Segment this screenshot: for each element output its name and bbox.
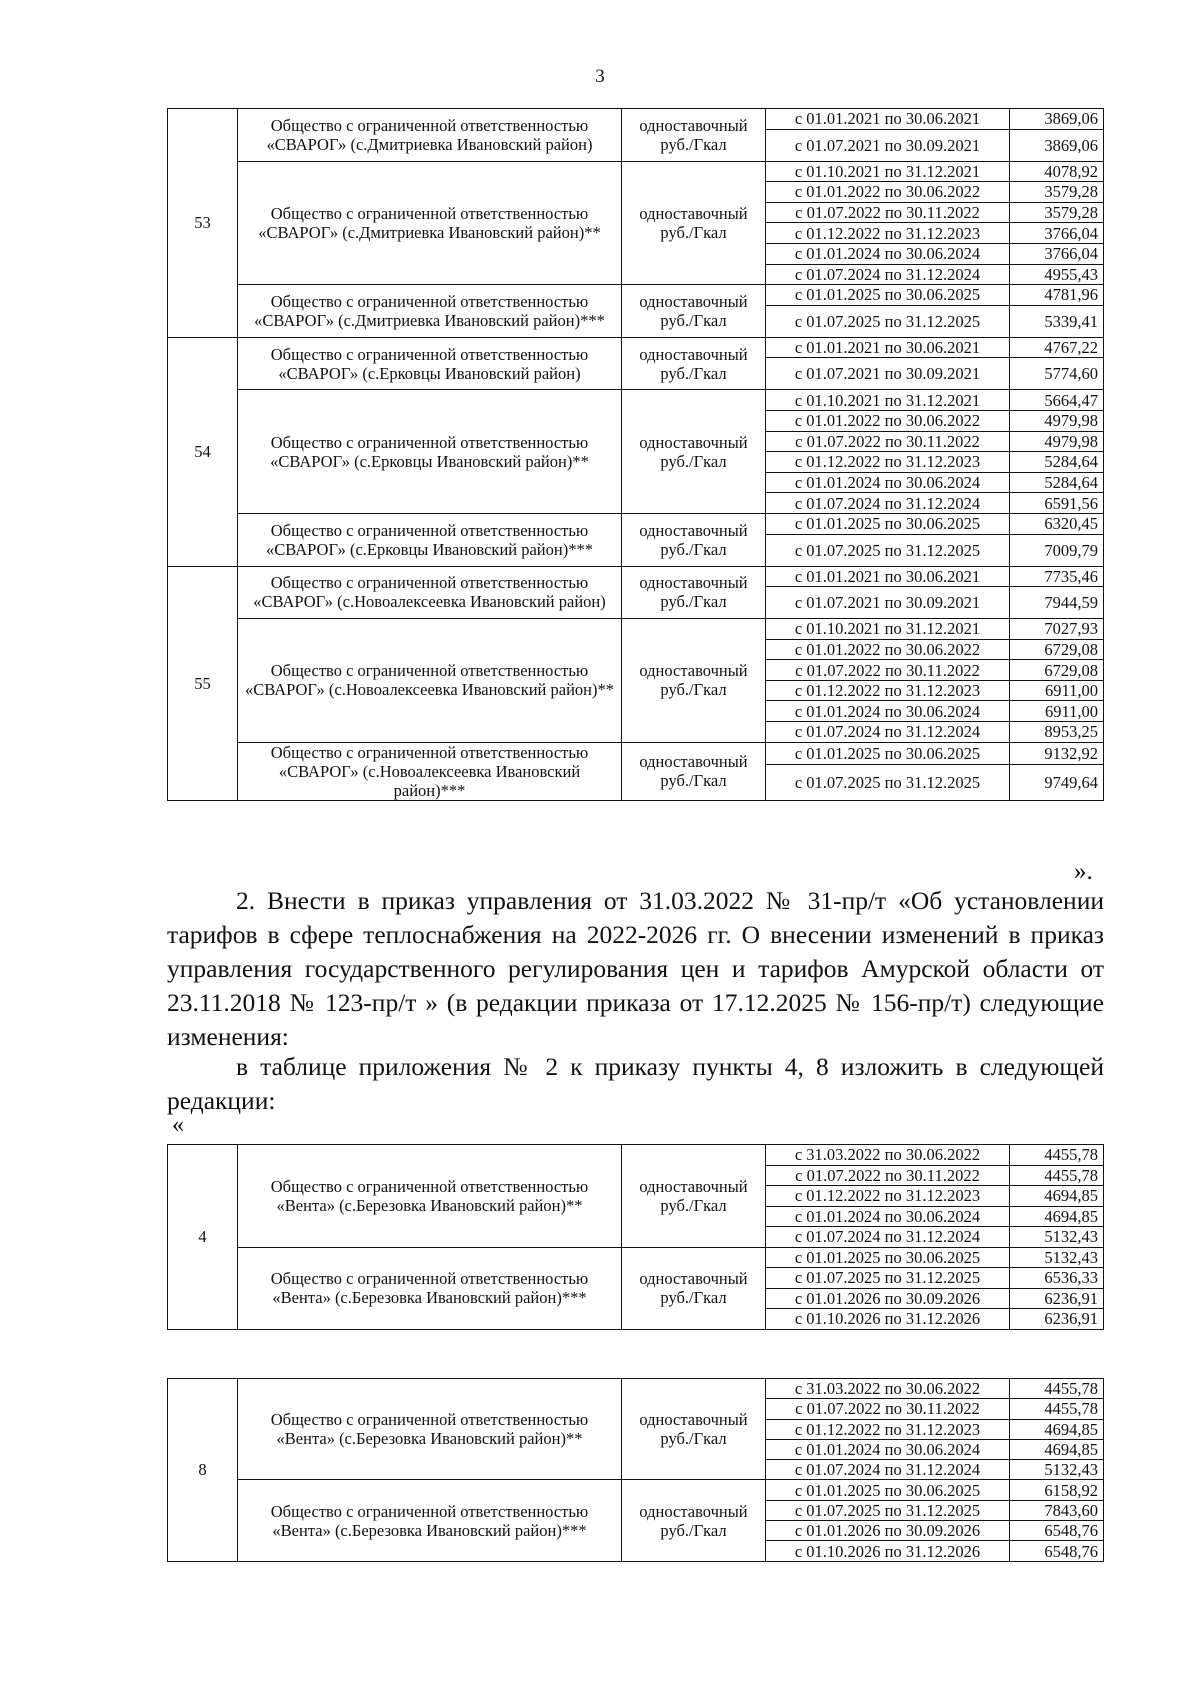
tariff-period: с 01.10.2021 по 31.12.2021 bbox=[766, 161, 1010, 182]
tariff-value: 4767,22 bbox=[1010, 337, 1104, 358]
tariff-value: 6158,92 bbox=[1010, 1480, 1104, 1500]
tariff-period: с 01.12.2022 по 31.12.2023 bbox=[766, 680, 1010, 701]
tariff-period: с 01.07.2025 по 31.12.2025 bbox=[766, 534, 1010, 566]
tariff-period: с 01.01.2026 по 30.09.2026 bbox=[766, 1521, 1010, 1541]
tariff-period: с 01.12.2022 по 31.12.2023 bbox=[766, 452, 1010, 473]
table-row bbox=[168, 742, 1104, 765]
table-row bbox=[168, 1379, 1104, 1399]
item-number: 8 bbox=[168, 1379, 238, 1562]
table-row bbox=[168, 109, 1104, 130]
tariff-value: 4694,85 bbox=[1010, 1419, 1104, 1439]
tariff-value: 6591,56 bbox=[1010, 493, 1104, 514]
tariff-value: 4694,85 bbox=[1010, 1206, 1104, 1227]
tariff-unit: одноставочный руб./Гкал bbox=[622, 513, 766, 566]
table-row bbox=[168, 1247, 1104, 1268]
table-row bbox=[168, 337, 1104, 358]
tariff-value: 8953,25 bbox=[1010, 722, 1104, 743]
closing-quote: ». bbox=[1074, 858, 1093, 885]
tariff-value: 4955,43 bbox=[1010, 264, 1104, 285]
organization-name: Общество с ограниченной ответственностью «СВАРОГ» (с.Новоалексеевка Ивановский район)** bbox=[238, 619, 622, 743]
organization-name: Общество с ограниченной ответственностью «СВАРОГ» (с.Ерковцы Ивановский район) bbox=[238, 337, 622, 390]
tariff-period: с 01.10.2026 по 31.12.2026 bbox=[766, 1309, 1010, 1330]
tariff-period: с 01.07.2024 по 31.12.2024 bbox=[766, 1460, 1010, 1480]
organization-name: Общество с ограниченной ответственностью «СВАРОГ» (с.Ерковцы Ивановский район)** bbox=[238, 390, 622, 514]
table-row bbox=[168, 619, 1104, 640]
table-row bbox=[168, 566, 1104, 587]
tariff-value: 3766,04 bbox=[1010, 223, 1104, 244]
tariff-value: 6548,76 bbox=[1010, 1521, 1104, 1541]
tariff-value: 3869,06 bbox=[1010, 129, 1104, 161]
tariff-unit: одноставочный руб./Гкал bbox=[622, 742, 766, 800]
tariff-value: 6911,00 bbox=[1010, 680, 1104, 701]
organization-name: Общество с ограниченной ответственностью «Вента» (с.Березовка Ивановский район)*** bbox=[238, 1247, 622, 1329]
organization-name: Общество с ограниченной ответственностью «СВАРОГ» (с.Дмитриевка Ивановский район)*** bbox=[238, 285, 622, 338]
tariff-value: 4979,98 bbox=[1010, 410, 1104, 431]
paragraph-amendment: 2. Внести в приказ управления от 31.03.2022 № 31-пр/т «Об установлении тарифов в сфере теплоснабжения на 2022-2026 гг. О внесении изменений в приказ управления государственного регулирования цен и тарифов Амурской области от 23.11.2018 № 123-пр/т » (в редакции приказа от 17.12.2025 № 156-пр/т) следующие изменения: bbox=[167, 886, 1104, 1051]
table-row bbox=[168, 1145, 1104, 1166]
tariff-period: с 01.01.2022 по 30.06.2022 bbox=[766, 639, 1010, 660]
tariff-table-3 bbox=[167, 1378, 1104, 1562]
tariff-value: 3869,06 bbox=[1010, 109, 1104, 130]
tariff-value: 5132,43 bbox=[1010, 1227, 1104, 1248]
opening-quote: « bbox=[172, 1112, 184, 1138]
tariff-unit: одноставочный руб./Гкал bbox=[622, 1247, 766, 1329]
tariff-unit: одноставочный руб./Гкал bbox=[622, 161, 766, 285]
tariff-value: 6536,33 bbox=[1010, 1268, 1104, 1289]
tariff-value: 6320,45 bbox=[1010, 513, 1104, 534]
tariff-value: 4455,78 bbox=[1010, 1399, 1104, 1419]
tariff-unit: одноставочный руб./Гкал bbox=[622, 566, 766, 619]
tariff-period: с 01.07.2025 по 31.12.2025 bbox=[766, 305, 1010, 337]
tariff-value: 5284,64 bbox=[1010, 472, 1104, 493]
tariff-period: с 01.07.2025 по 31.12.2025 bbox=[766, 1268, 1010, 1289]
tariff-value: 3579,28 bbox=[1010, 202, 1104, 223]
tariff-value: 9132,92 bbox=[1010, 742, 1104, 765]
paragraph-table-instruction: в таблице приложения № 2 к приказу пункты 4, 8 изложить в следующей редакции: bbox=[167, 1052, 1104, 1115]
tariff-period: с 01.01.2026 по 30.09.2026 bbox=[766, 1288, 1010, 1309]
tariff-period: с 01.12.2022 по 31.12.2023 bbox=[766, 1186, 1010, 1207]
tariff-table-2 bbox=[167, 1144, 1104, 1330]
tariff-period: с 01.07.2021 по 30.09.2021 bbox=[766, 587, 1010, 619]
tariff-period: с 31.03.2022 по 30.06.2022 bbox=[766, 1379, 1010, 1399]
table-row bbox=[168, 285, 1104, 306]
organization-name: Общество с ограниченной ответственностью «СВАРОГ» (с.Новоалексеевка Ивановский район)*** bbox=[238, 742, 622, 800]
tariff-period: с 01.01.2025 по 30.06.2025 bbox=[766, 1480, 1010, 1500]
tariff-unit: одноставочный руб./Гкал bbox=[622, 1145, 766, 1248]
organization-name: Общество с ограниченной ответственностью «СВАРОГ» (с.Ерковцы Ивановский район)*** bbox=[238, 513, 622, 566]
tariff-unit: одноставочный руб./Гкал bbox=[622, 1379, 766, 1480]
tariff-unit: одноставочный руб./Гкал bbox=[622, 109, 766, 162]
tariff-period: с 01.01.2021 по 30.06.2021 bbox=[766, 337, 1010, 358]
tariff-value: 5664,47 bbox=[1010, 390, 1104, 411]
tariff-period: с 01.07.2021 по 30.09.2021 bbox=[766, 358, 1010, 390]
tariff-value: 5774,60 bbox=[1010, 358, 1104, 390]
tariff-period: с 01.07.2025 по 31.12.2025 bbox=[766, 765, 1010, 800]
tariff-period: с 01.01.2024 по 30.06.2024 bbox=[766, 472, 1010, 493]
table-row bbox=[168, 161, 1104, 182]
organization-name: Общество с ограниченной ответственностью «Вента» (с.Березовка Ивановский район)** bbox=[238, 1145, 622, 1248]
tariff-period: с 01.01.2025 по 30.06.2025 bbox=[766, 513, 1010, 534]
tariff-value: 4694,85 bbox=[1010, 1439, 1104, 1459]
tariff-value: 4078,92 bbox=[1010, 161, 1104, 182]
tariff-value: 7009,79 bbox=[1010, 534, 1104, 566]
organization-name: Общество с ограниченной ответственностью «СВАРОГ» (с.Дмитриевка Ивановский район) bbox=[238, 109, 622, 162]
tariff-period: с 01.10.2021 по 31.12.2021 bbox=[766, 619, 1010, 640]
tariff-period: с 01.07.2024 по 31.12.2024 bbox=[766, 1227, 1010, 1248]
tariff-value: 7735,46 bbox=[1010, 566, 1104, 587]
tariff-period: с 01.07.2024 по 31.12.2024 bbox=[766, 493, 1010, 514]
tariff-value: 4694,85 bbox=[1010, 1186, 1104, 1207]
tariff-period: с 01.10.2026 по 31.12.2026 bbox=[766, 1541, 1010, 1561]
tariff-value: 7944,59 bbox=[1010, 587, 1104, 619]
tariff-value: 4455,78 bbox=[1010, 1165, 1104, 1186]
tariff-value: 6911,00 bbox=[1010, 701, 1104, 722]
tariff-unit: одноставочный руб./Гкал bbox=[622, 1480, 766, 1561]
tariff-value: 3579,28 bbox=[1010, 182, 1104, 203]
tariff-value: 6236,91 bbox=[1010, 1288, 1104, 1309]
item-number: 54 bbox=[168, 337, 238, 566]
table-row bbox=[168, 390, 1104, 411]
tariff-unit: одноставочный руб./Гкал bbox=[622, 390, 766, 514]
tariff-period: с 01.01.2022 по 30.06.2022 bbox=[766, 182, 1010, 203]
tariff-value: 3766,04 bbox=[1010, 243, 1104, 264]
item-number: 55 bbox=[168, 566, 238, 800]
organization-name: Общество с ограниченной ответственностью «СВАРОГ» (с.Новоалексеевка Ивановский район) bbox=[238, 566, 622, 619]
tariff-period: с 01.07.2022 по 30.11.2022 bbox=[766, 202, 1010, 223]
organization-name: Общество с ограниченной ответственностью «Вента» (с.Березовка Ивановский район)*** bbox=[238, 1480, 622, 1561]
tariff-value: 5132,43 bbox=[1010, 1460, 1104, 1480]
tariff-period: с 01.01.2021 по 30.06.2021 bbox=[766, 566, 1010, 587]
tariff-period: с 01.07.2024 по 31.12.2024 bbox=[766, 264, 1010, 285]
tariff-period: с 01.07.2022 по 30.11.2022 bbox=[766, 1399, 1010, 1419]
tariff-value: 5284,64 bbox=[1010, 452, 1104, 473]
tariff-period: с 01.07.2022 по 30.11.2022 bbox=[766, 431, 1010, 452]
tariff-value: 4979,98 bbox=[1010, 431, 1104, 452]
tariff-table-1 bbox=[167, 108, 1104, 801]
tariff-period: с 01.01.2021 по 30.06.2021 bbox=[766, 109, 1010, 130]
tariff-period: с 01.01.2024 по 30.06.2024 bbox=[766, 243, 1010, 264]
item-number: 53 bbox=[168, 109, 238, 338]
tariff-period: с 01.01.2025 по 30.06.2025 bbox=[766, 285, 1010, 306]
tariff-value: 6236,91 bbox=[1010, 1309, 1104, 1330]
tariff-period: с 01.12.2022 по 31.12.2023 bbox=[766, 1419, 1010, 1439]
item-number: 4 bbox=[168, 1145, 238, 1330]
tariff-period: с 01.01.2024 по 30.06.2024 bbox=[766, 1439, 1010, 1459]
tariff-value: 6729,08 bbox=[1010, 639, 1104, 660]
tariff-period: с 01.01.2022 по 30.06.2022 bbox=[766, 410, 1010, 431]
tariff-period: с 01.07.2022 по 30.11.2022 bbox=[766, 1165, 1010, 1186]
tariff-unit: одноставочный руб./Гкал bbox=[622, 337, 766, 390]
tariff-period: с 31.03.2022 по 30.06.2022 bbox=[766, 1145, 1010, 1166]
tariff-value: 9749,64 bbox=[1010, 765, 1104, 800]
tariff-value: 4455,78 bbox=[1010, 1145, 1104, 1166]
tariff-value: 6548,76 bbox=[1010, 1541, 1104, 1561]
tariff-period: с 01.01.2025 по 30.06.2025 bbox=[766, 742, 1010, 765]
organization-name: Общество с ограниченной ответственностью «Вента» (с.Березовка Ивановский район)** bbox=[238, 1379, 622, 1480]
tariff-period: с 01.07.2022 по 30.11.2022 bbox=[766, 660, 1010, 681]
tariff-period: с 01.01.2024 по 30.06.2024 bbox=[766, 701, 1010, 722]
page-number: 3 bbox=[595, 66, 605, 87]
tariff-unit: одноставочный руб./Гкал bbox=[622, 619, 766, 743]
tariff-value: 5339,41 bbox=[1010, 305, 1104, 337]
tariff-period: с 01.07.2024 по 31.12.2024 bbox=[766, 722, 1010, 743]
tariff-value: 6729,08 bbox=[1010, 660, 1104, 681]
tariff-period: с 01.01.2025 по 30.06.2025 bbox=[766, 1247, 1010, 1268]
tariff-value: 7027,93 bbox=[1010, 619, 1104, 640]
tariff-period: с 01.01.2024 по 30.06.2024 bbox=[766, 1206, 1010, 1227]
tariff-value: 5132,43 bbox=[1010, 1247, 1104, 1268]
tariff-period: с 01.07.2025 по 31.12.2025 bbox=[766, 1500, 1010, 1520]
table-row bbox=[168, 1480, 1104, 1500]
tariff-value: 4781,96 bbox=[1010, 285, 1104, 306]
tariff-value: 4455,78 bbox=[1010, 1379, 1104, 1399]
table-row bbox=[168, 513, 1104, 534]
organization-name: Общество с ограниченной ответственностью «СВАРОГ» (с.Дмитриевка Ивановский район)** bbox=[238, 161, 622, 285]
tariff-period: с 01.07.2021 по 30.09.2021 bbox=[766, 129, 1010, 161]
tariff-unit: одноставочный руб./Гкал bbox=[622, 285, 766, 338]
tariff-period: с 01.12.2022 по 31.12.2023 bbox=[766, 223, 1010, 244]
tariff-value: 7843,60 bbox=[1010, 1500, 1104, 1520]
tariff-period: с 01.10.2021 по 31.12.2021 bbox=[766, 390, 1010, 411]
